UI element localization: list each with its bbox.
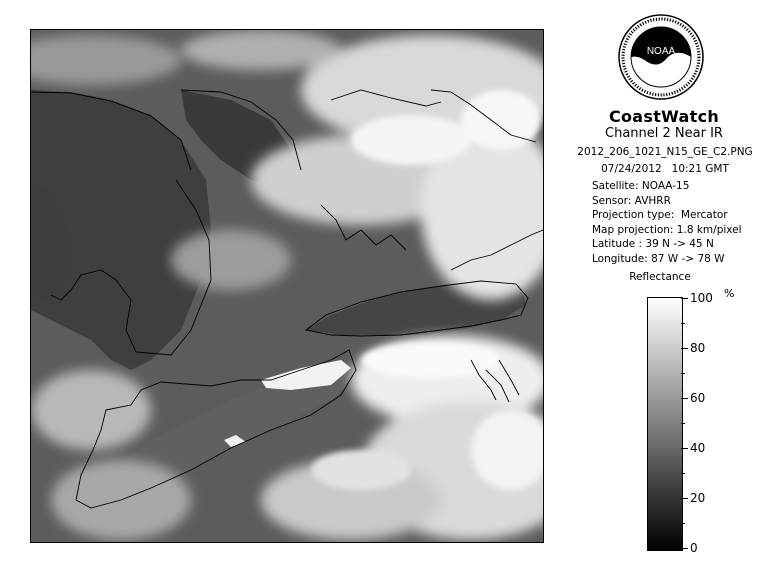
projection-type-text: Projection type: Mercator: [592, 209, 728, 221]
colorbar-tick-mark: [681, 548, 688, 549]
noaa-logo-text: NOAA: [646, 46, 676, 57]
filename-text: 2012_206_1021_N15_GE_C2.PNG: [577, 146, 753, 158]
app-title: CoastWatch: [608, 107, 720, 126]
colorbar-tick-mark: [681, 498, 688, 499]
datetime-text: 07/24/2012 10:21 GMT: [601, 163, 729, 175]
colorbar-tick-mark: [681, 398, 688, 399]
colorbar-minor-tick: [681, 523, 685, 524]
colorbar-minor-tick: [681, 473, 685, 474]
colorbar-tick-mark: [681, 348, 688, 349]
legend-unit: %: [724, 287, 735, 300]
colorbar-tick-label: 0: [690, 541, 698, 555]
channel-subtitle: Channel 2 Near IR: [605, 126, 723, 141]
longitude-text: Longitude: 87 W -> 78 W: [592, 253, 725, 265]
satellite-image: [31, 30, 543, 542]
legend-title: Reflectance: [629, 271, 691, 283]
colorbar-tick-mark: [681, 448, 688, 449]
noaa-logo-icon: [618, 14, 704, 100]
colorbar-tick-label: 40: [690, 441, 706, 455]
colorbar-minor-tick: [681, 373, 685, 374]
satellite-image-map: [30, 29, 544, 543]
satellite-text: Satellite: NOAA-15: [592, 180, 690, 192]
colorbar-tick-label: 20: [690, 491, 706, 505]
reflectance-colorbar: [647, 297, 683, 551]
colorbar-tick-label: 80: [690, 341, 706, 355]
colorbar-tick-label: 60: [690, 391, 706, 405]
colorbar-minor-tick: [681, 423, 685, 424]
colorbar-tick-mark: [681, 298, 688, 299]
sensor-text: Sensor: AVHRR: [592, 195, 671, 207]
colorbar-tick-label: 100: [690, 291, 713, 305]
colorbar-minor-tick: [681, 323, 685, 324]
map-projection-text: Map projection: 1.8 km/pixel: [592, 224, 742, 236]
latitude-text: Latitude : 39 N -> 45 N: [592, 238, 714, 250]
